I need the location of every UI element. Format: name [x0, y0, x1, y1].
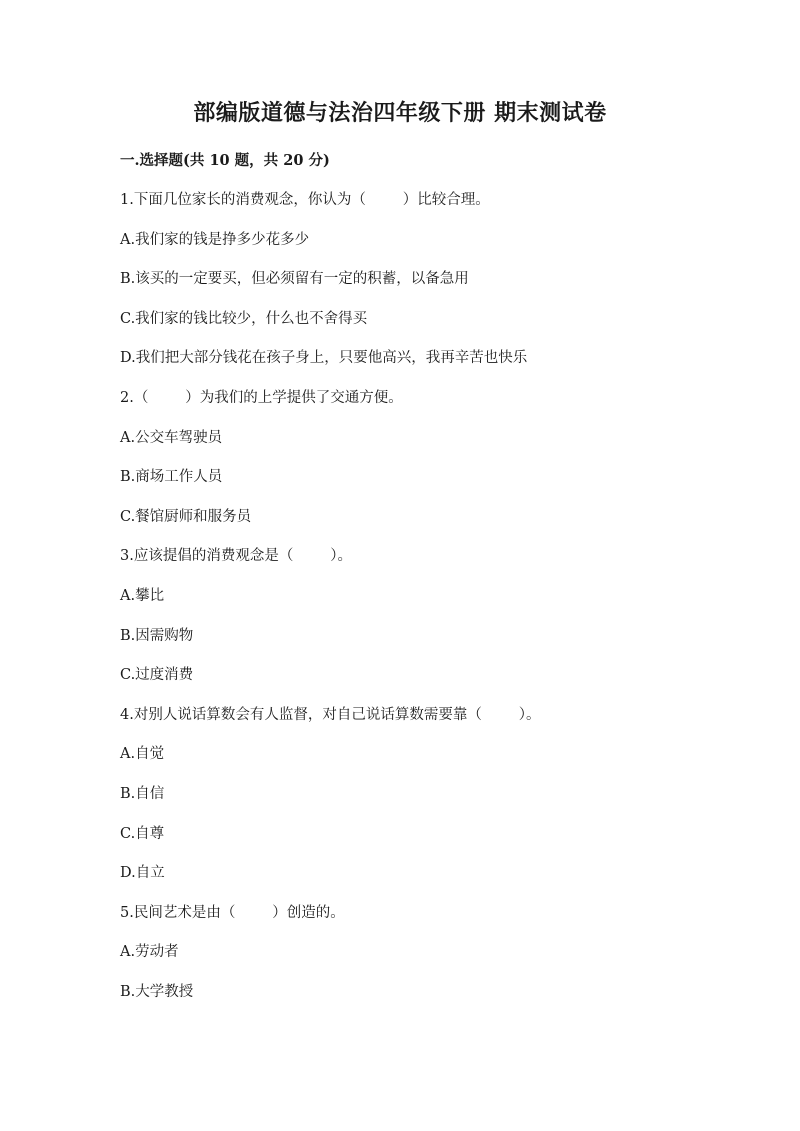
section-heading: 一.选择题(共 10 题，共 20 分) [120, 152, 330, 169]
question-5-option-a: A.劳动者 [120, 944, 179, 960]
question-1-option-c: C.我们家的钱比较少，什么也不舍得买 [120, 311, 368, 327]
question-3-option-a: A.攀比 [120, 588, 165, 604]
question-4-option-b: B.自信 [120, 786, 165, 802]
question-1-option-b: B.该买的一定要买，但必须留有一定的积蓄，以备急用 [120, 271, 469, 287]
question-4-option-c: C.自尊 [120, 826, 165, 842]
question-2-option-b: B.商场工作人员 [120, 469, 223, 485]
question-3-option-c: C.过度消费 [120, 667, 194, 683]
question-2-option-a: A.公交车驾驶员 [120, 430, 223, 446]
question-2: 2.（ ）为我们的上学提供了交通方便。 [120, 390, 403, 406]
question-5: 5.民间艺术是由（ ）创造的。 [120, 905, 345, 921]
question-4: 4.对别人说话算数会有人监督，对自己说话算数需要靠（ ）。 [120, 707, 541, 723]
question-5-option-b: B.大学教授 [120, 984, 194, 1000]
question-1: 1.下面几位家长的消费观念，你认为（ ）比较合理。 [120, 192, 490, 208]
question-4-option-a: A.自觉 [120, 746, 165, 762]
question-4-option-d: D.自立 [120, 865, 165, 881]
page-title: 部编版道德与法治四年级下册 期末测试卷 [193, 100, 607, 126]
question-3: 3.应该提倡的消费观念是（ ）。 [120, 548, 352, 564]
question-2-option-c: C.餐馆厨师和服务员 [120, 509, 252, 525]
question-1-option-a: A.我们家的钱是挣多少花多少 [120, 232, 310, 248]
question-1-option-d: D.我们把大部分钱花在孩子身上，只要他高兴，我再辛苦也快乐 [120, 350, 528, 366]
question-3-option-b: B.因需购物 [120, 628, 194, 644]
